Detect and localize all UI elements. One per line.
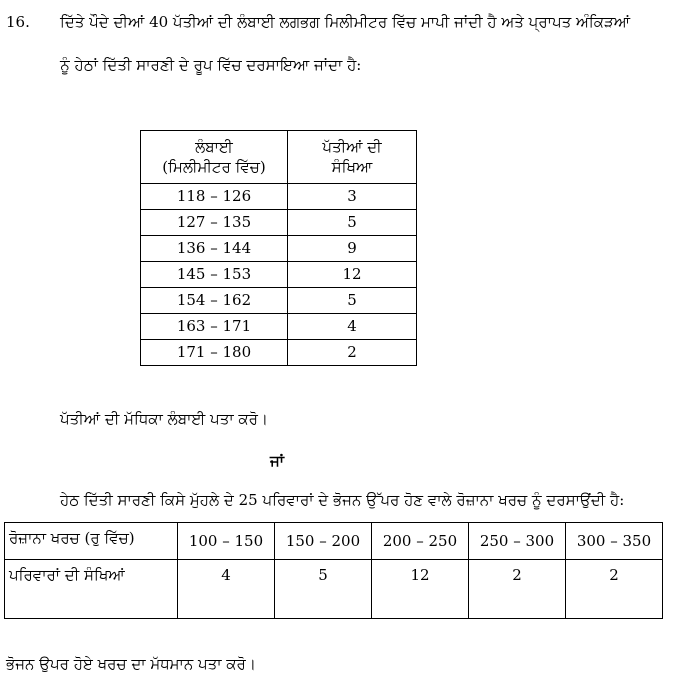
header-count-line2: ਸੰਖਿਆ xyxy=(331,158,373,176)
cell-range: 300 – 350 xyxy=(566,523,663,560)
header-count xyxy=(288,131,417,184)
cell-count: 2 xyxy=(566,560,663,619)
cell-count: 5 xyxy=(275,560,372,619)
cell-count: 4 xyxy=(178,560,275,619)
cell-range: 171 – 180 xyxy=(141,340,288,366)
cell-range: 118 – 126 xyxy=(141,184,288,210)
instruction-median: ਪੱਤੀਆਂ ਦੀ ਮੱਧਿਕਾ ਲੰਬਾਈ ਪਤਾ ਕਰੋ। xyxy=(60,410,269,428)
cell-range: 127 – 135 xyxy=(141,210,288,236)
table-header-row xyxy=(141,131,417,184)
cell-count: 4 xyxy=(288,314,417,340)
cell-count: 2 xyxy=(469,560,566,619)
header-count-line1: ਪੱਤੀਆਂ ਦੀ xyxy=(322,138,382,156)
cell-range: 145 – 153 xyxy=(141,262,288,288)
question2-text: ਹੇਠ ਦਿੱਤੀ ਸਾਰਣੀ ਕਿਸੇ ਮੁੱਹਲੇ ਦੇ 25 ਪਰਿਵਾਰਾਂ ਦੇ ਭੋਜਨ ਉੱਪਰ ਹੋਣ ਵਾਲੇ ਰੋਜ਼ਾਨਾ ਖਰਚ ਨੂੰ ਦਰਸਾਉਂਦੀ ਹੈ: xyxy=(60,491,625,509)
cell-range: 200 – 250 xyxy=(372,523,469,560)
cell-range: 163 – 171 xyxy=(141,314,288,340)
header-length-line1: ਲੰਬਾਈ xyxy=(195,138,233,156)
instruction-mean: ਭੋਜਨ ਉਪਰ ਹੋਏ ਖਰਚ ਦਾ ਮੱਧਮਾਨ ਪਤਾ ਕਰੋ। xyxy=(6,655,256,673)
header-length xyxy=(141,131,288,184)
cell-count: 9 xyxy=(288,236,417,262)
cell-range: 150 – 200 xyxy=(275,523,372,560)
or-label: ਜਾਂ xyxy=(270,452,285,470)
expenditure-table xyxy=(4,522,663,619)
table-row xyxy=(141,236,417,262)
row-label-expenditure: ਰੋਜ਼ਾਨਾ ਖਰਚ (ਰੁ ਵਿੱਚ) xyxy=(5,523,178,560)
leaf-length-table xyxy=(140,130,417,366)
question-text-line1: ਦਿੱਤੇ ਪੌਦੇ ਦੀਆਂ 40 ਪੱਤੀਆਂ ਦੀ ਲੰਬਾਈ ਲਗਭਗ ਮਿਲੀਮੀਟਰ ਵਿੱਚ ਮਾਪੀ ਜਾਂਦੀ ਹੈ ਅਤੇ ਪ੍ਰਾਪਤ ਅੰਕਿੜਆਂ xyxy=(60,13,631,31)
table-row xyxy=(5,560,663,619)
table-row xyxy=(141,340,417,366)
header-length-line2: (ਮਿਲੀਮੀਟਰ ਵਿੱਚ) xyxy=(162,158,266,176)
cell-count: 2 xyxy=(288,340,417,366)
cell-range: 154 – 162 xyxy=(141,288,288,314)
table-row xyxy=(141,288,417,314)
cell-count: 3 xyxy=(288,184,417,210)
cell-range: 250 – 300 xyxy=(469,523,566,560)
table-row xyxy=(141,184,417,210)
table-row xyxy=(5,523,663,560)
table-row xyxy=(141,262,417,288)
question-text-line2: ਨੂੰ ਹੇਠਾਂ ਦਿੱਤੀ ਸਾਰਣੀ ਦੇ ਰੂਪ ਵਿੱਚ ਦਰਸਾਇਆ ਜਾਂਦਾ ਹੈ: xyxy=(60,56,362,74)
table-row xyxy=(141,210,417,236)
table-row xyxy=(141,314,417,340)
question-number: 16. xyxy=(6,13,30,31)
cell-count: 5 xyxy=(288,210,417,236)
cell-count: 5 xyxy=(288,288,417,314)
row-label-families: ਪਰਿਵਾਰਾਂ ਦੀ ਸੰਖਿਆਂ xyxy=(5,560,178,619)
cell-count: 12 xyxy=(372,560,469,619)
cell-range: 100 – 150 xyxy=(178,523,275,560)
cell-count: 12 xyxy=(288,262,417,288)
cell-range: 136 – 144 xyxy=(141,236,288,262)
